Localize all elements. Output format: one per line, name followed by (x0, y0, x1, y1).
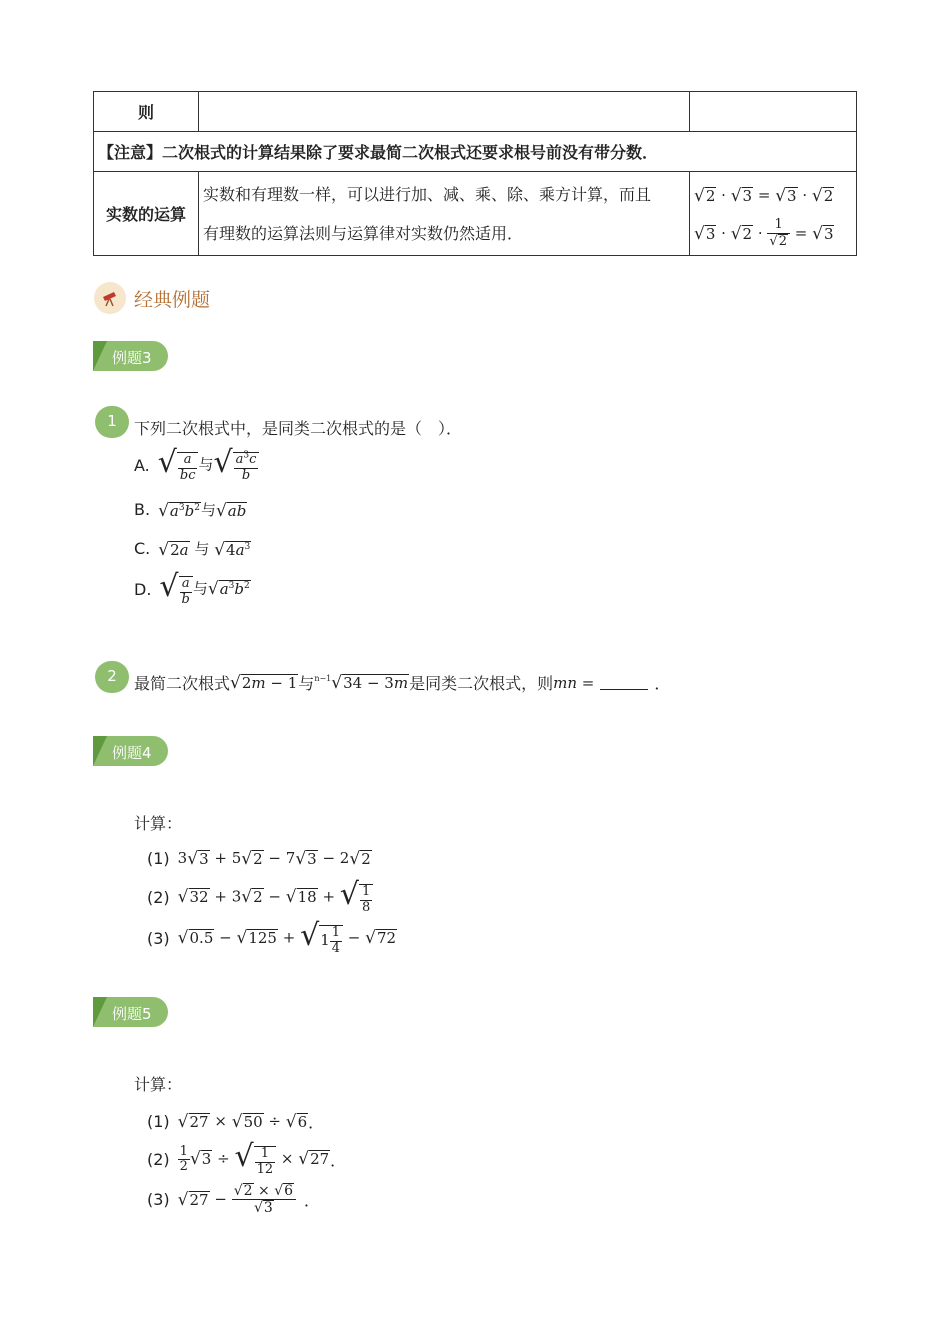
option-d-label: D. (134, 579, 152, 599)
option-a-math: √ $\frac{a}{bc}$ 与√ $\frac{a^3c}{b}$ (158, 448, 260, 483)
option-c-yu: 与 (194, 540, 210, 558)
example-5-expr-1: √27 × √50 ÷ √6 (177, 1112, 308, 1132)
example-4-item-2 (147, 877, 373, 915)
real-ops-text-1: 实数和有理数一样，可以进行加、减、乘、除、乘方计算，而且 (203, 184, 652, 204)
item-label: (3) (147, 928, 170, 948)
option-a-yu: 与 (198, 455, 214, 474)
option-b-math: $√a^3b^2$与√ab (158, 501, 247, 521)
section-header (94, 282, 210, 314)
row-label-real-ops: 实数的运算 (94, 172, 199, 256)
question-2-equals: = (577, 673, 595, 692)
example-4-expr-3: √0.5 − √125 + √1 $\frac{1}{4}$ − √72 (177, 918, 397, 956)
item-label: (1) (147, 1112, 170, 1131)
question-2-badge: 2 (95, 661, 129, 693)
option-a-label: A. (134, 455, 150, 475)
example-5-item-1 (147, 1110, 324, 1133)
example-5-calc-label: 计算： (134, 1075, 183, 1094)
option-d-yu: 与 (192, 579, 208, 598)
section-title: 经典例题 (134, 288, 211, 311)
question-2-mid: 与 (298, 674, 315, 693)
item-label: (2) (147, 1149, 170, 1169)
example-5-item-3 (147, 1183, 320, 1217)
option-b-label: B. (134, 500, 151, 519)
example-4-label: 例题4 (112, 744, 152, 762)
example-4-calc-label: 计算： (134, 814, 183, 833)
example-5-label: 例题5 (112, 1005, 152, 1023)
item-label: (1) (147, 849, 170, 868)
question-1-badge: 1 (95, 406, 129, 438)
example-3-tag (93, 341, 168, 371)
example-4-tag (93, 736, 168, 766)
option-a (134, 445, 259, 483)
example-5-expr-2: $\frac{1}{2}$ √3 ÷ √ $\frac{1}{12}$ × √27 (179, 1139, 330, 1177)
period: ． (308, 1113, 325, 1132)
example-4-expr-1: 3√3 + 5√2 − 7√3 − 2√2 (177, 849, 371, 869)
option-d-math: √ $\frac{a}{b}$ 与$√a^3b^2$ (159, 569, 250, 607)
option-c-math: √2a 与 $√4a^3$ (158, 540, 251, 560)
question-1-stem: 下列二次根式中，是同类二次根式的是（ ）． (134, 419, 463, 438)
example-4-item-1 (147, 849, 372, 868)
question-2-end: ． (654, 674, 671, 693)
period: ． (304, 1191, 321, 1211)
example-5-expr-3: √27 − $\frac{√2 \times √6}{√3}$ (178, 1183, 296, 1217)
example-4-expr-2: √32 + 3√2 − √18 + √ $\frac{1}{8}$ (178, 880, 374, 915)
real-ops-formula-1: √2 · √3 = √3 · √2 (694, 185, 834, 206)
row-content-empty (199, 92, 690, 132)
row-content-real-ops (199, 172, 690, 256)
question-2-stem (134, 671, 670, 694)
answer-blank[interactable] (600, 675, 648, 690)
real-ops-formula-2: √3 · √2 · $\frac{1}{√2}$ = √3 (694, 217, 834, 249)
question-2-pre: 最简二次根式 (134, 674, 231, 693)
real-ops-text-2: 有理数的运算法则与运算律对实数仍然适用． (203, 223, 524, 243)
option-d (134, 569, 251, 607)
question-2-radical-1: √2m − 1 (230, 673, 298, 693)
row-label-ze: 则 (94, 92, 199, 132)
note-text: 【注意】二次根式的计算结果除了要求最简二次根式还要求根号前没有带分数． (94, 132, 857, 172)
question-2-post: 是同类二次根式，则 (409, 674, 554, 693)
example-5-tag (93, 997, 168, 1027)
item-label: (2) (147, 887, 170, 907)
telescope-icon (94, 282, 126, 314)
question-2-radical-2: $^{n-1}$√34 − 3m (314, 673, 409, 693)
period: ． (330, 1150, 347, 1170)
example-3-label: 例题3 (112, 349, 152, 367)
row-example-real-ops (690, 172, 857, 256)
option-c (134, 538, 251, 559)
row-example-empty (690, 92, 857, 132)
item-label: (3) (147, 1190, 170, 1210)
example-5-item-2 (147, 1139, 347, 1177)
example-4-item-3 (147, 918, 397, 956)
option-c-label: C. (134, 539, 151, 558)
option-b (134, 499, 247, 520)
option-b-yu: 与 (200, 501, 216, 519)
question-2-mn: mn (553, 673, 577, 692)
knowledge-table (93, 91, 857, 256)
